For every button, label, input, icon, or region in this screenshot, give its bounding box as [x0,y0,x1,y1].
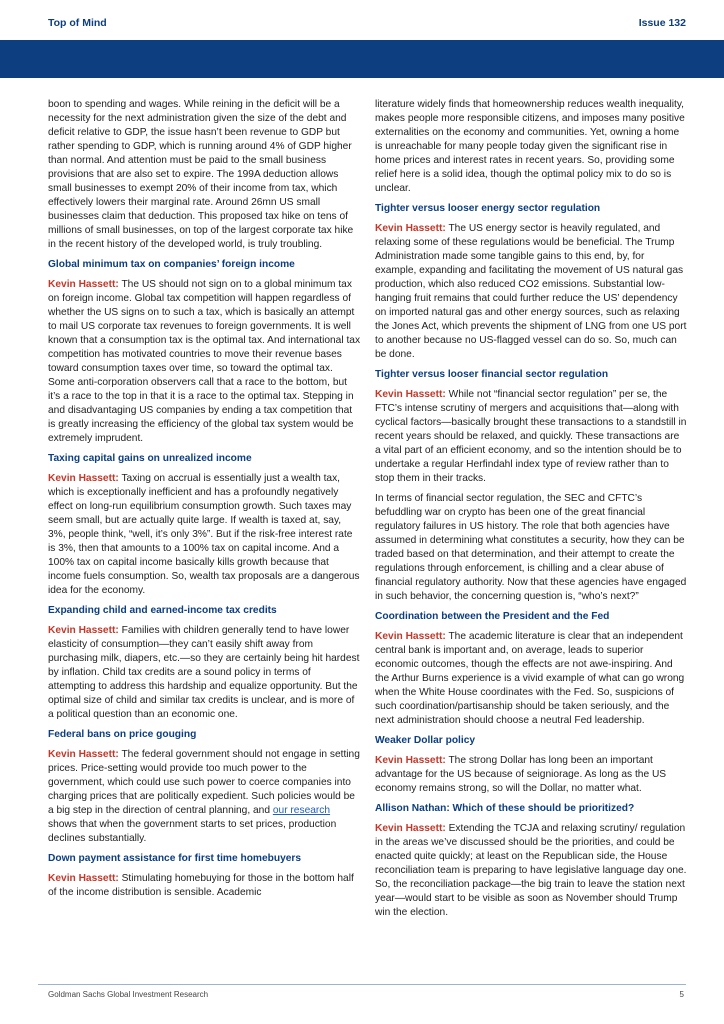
paragraph-text: Stimulating homebuying for those in the bottom half of the income distribution is sensible. Academic [48,873,354,898]
footer-source: Goldman Sachs Global Investment Research [48,990,209,999]
paragraph-text: Taxing on accrual is essentially just a wealth tax, which is exceptionally inefficient and has a profoundly negatively effect on long-run equilibrium consumption growth. Such taxes may seem small, but are actually quite large. If wealth is taxed at, say, 3%, people think, “well, it’s only 3%”. But if the risk-free interest rate is 3%, then that amounts to a 100% tax on capital income. And a 100% tax on capital income basically kills growth because that income fuels consumption. So, wealth tax proposals are a dangerous idea for the economy. [48,473,360,596]
speaker-label: Kevin Hassett: [375,755,446,766]
section-heading: Global minimum tax on companies’ foreign income [48,259,295,270]
speaker-label: Kevin Hassett: [48,473,119,484]
paragraph [375,388,687,486]
speaker-label: Kevin Hassett: [375,389,446,400]
right-column [375,98,687,926]
paragraph: boon to spending and wages. While reining in the deficit will be a necessity for the next administration given the size of the debt and deficit relative to GDP, the issue hasn’t been revenue to GDP but rather spending to GDP, which is running around 4% of GDP higher than normal. And attention must be paid to the small business provisions that are also set to expire. The 199A deduction allows small businesses to exempt 20% of their income from tax, which effectively lowers their marginal rate. Around 26mn US small businesses claim that deduction. This proposed tax hike on tens of millions of small businesses, on top of the largest corporate tax hike in the recent history of the developed world, is truly troubling. [48,99,354,250]
paragraph [48,872,361,900]
section-heading: Expanding child and earned-income tax credits [48,605,277,616]
issue-number: Issue 132 [638,17,686,29]
paragraph [48,278,361,446]
paragraph-text: Extending the TCJA and relaxing scrutiny/ regulation in the areas we’ve discussed should be the priorities, and could be enacted quite quickly; at least on the Republican side, the House reconciliation team is preparing to have legislative language day one. So, the reconciliation package—the big train to leave the station next year—would start to be visible as soon as November should Trump win the election. [375,823,687,918]
speaker-label: Kevin Hassett: [375,823,446,834]
speaker-label: Kevin Hassett: [48,749,119,760]
page-header [0,0,724,40]
header-band [0,40,724,78]
speaker-label: Kevin Hassett: [375,631,446,642]
paragraph-text: The federal government should not engage in setting prices. Price-setting would provide too much power to the government, which could use such power to coerce companies into charging prices that are politically expedient. Such policies would be a big step in the direction of central planning, and [48,749,360,816]
page-number: 5 [679,990,684,999]
paragraph-text: The strong Dollar has long been an important advantage for the US because of seigniorage. As long as the US economy remains strong, so will the Dollar, no matter what. [375,755,667,794]
paragraph [375,222,687,362]
speaker-label: Kevin Hassett: [48,625,119,636]
section-heading: Weaker Dollar policy [375,735,476,746]
paragraph: literature widely finds that homeownership reduces wealth inequality, makes people more responsible citizens, and imposes many positive externalities on the economy and communities. Yet, owning a home is unreachable for many people today given the significant rise in home prices and interest rates in recent years. So, providing some relief here is a solid idea, though the optimal policy mix to do so is unclear. [375,99,685,194]
paragraph [48,624,361,722]
paragraph-text: The US should not sign on to a global minimum tax on foreign income. Global tax competition will happen regardless of whether the US signs on to such a tax, which is basically an attempt to mail US corporate tax revenues to foreign governments. It is well known that a consumption tax is the optimal tax. And international tax competition has motivated countries to move their revenue bases toward consumption taxes over time, so toward the optimal tax. Some anti-corporation observers call that a race to the bottom, but it’s a race to the top in that it is a race to the optimal tax. Stepping in and disadvantaging US companies by ending a tax competition that is greatly increasing the efficiency of the global tax system would be extremely imprudent. [48,279,361,444]
paragraph-text: The US energy sector is heavily regulated, and relaxing some of these regulations would be beneficial. The Trump Administration made some tangible gains to this end, by, for example, expanding and facilitating the movement of US natural gas production, which also reduced CO2 emissions. Substantial low-hanging fruit remains that could further reduce the US’ dependency on imported natural gas and other energy sources, such as relaxing the Jones Act, which prevents the shipment of LNG from one US port to another because no US-flagged vessel can do so. So, much can be done. [375,223,687,360]
publication-title: Top of Mind [48,17,107,29]
section-heading: Tighter versus looser energy sector regulation [375,203,601,214]
paragraph-text: The academic literature is clear that an independent central bank is important and, on average, leads to superior economic outcomes, though the effects are not awe-inspiring. And the Arthur Burns experience is a vivid example of what can go wrong when the White House coordinates with the Fed. So, suspicions of such coordination/partisanship should be taken seriously, and the next administration should choose a neutral Fed leadership. [375,631,685,726]
our-research-link[interactable]: our research [272,805,331,816]
paragraph-text: shows that when the government starts to set prices, production declines substantially. [48,819,337,844]
footer-divider [38,984,686,985]
paragraph [375,754,687,796]
paragraph [48,472,361,598]
section-heading: Down payment assistance for first time homebuyers [48,853,302,864]
section-heading: Tighter versus looser financial sector regulation [375,369,609,380]
speaker-label: Kevin Hassett: [48,873,119,884]
paragraph-text: While not “financial sector regulation” per se, the FTC’s intense scrutiny of mergers and acquisitions that—along with cyclical factors—basically brought these transactions to a standstill in recent years should be relaxed, and quickly. These transactions are a vital part of an efficient economy, and so the intention should be to undertake a regular Herfindahl index type of review rather than to stop them in their tracks. [375,389,687,484]
section-heading: Federal bans on price gouging [48,729,197,740]
section-heading: Coordination between the President and the Fed [375,611,610,622]
section-heading: Allison Nathan: Which of these should be prioritized? [375,803,635,814]
speaker-label: Kevin Hassett: [375,223,446,234]
paragraph [375,822,687,920]
paragraph-text: Families with children generally tend to have lower elasticity of consumption—they can’t easily shift away from purchasing milk, diapers, etc.—so they are certainly being hit hardest by inflation. Child tax credits are a sound policy in terms of attempting to address this hardship and equalize opportunity. But the optimal size of child and similar tax credits is unclear, and is more of a political question than an economic one. [48,625,360,720]
speaker-label: Kevin Hassett: [48,279,119,290]
section-heading: Taxing capital gains on unrealized income [48,453,252,464]
left-column [48,98,361,906]
paragraph [375,630,687,728]
paragraph [48,748,361,846]
paragraph: In terms of financial sector regulation, the SEC and CFTC’s befuddling war on crypto has been one of the great financial regulatory failures in US history. The role that both agencies have assumed in determining what constitutes a security, how they can be traded based on that determination, and their attempt to create the regulations through enforcement, is chilling and a clear abuse of financial regulatory authority. Now that these agencies have engaged in such behavior, the concerning question is, “who’s next?” [375,493,687,602]
